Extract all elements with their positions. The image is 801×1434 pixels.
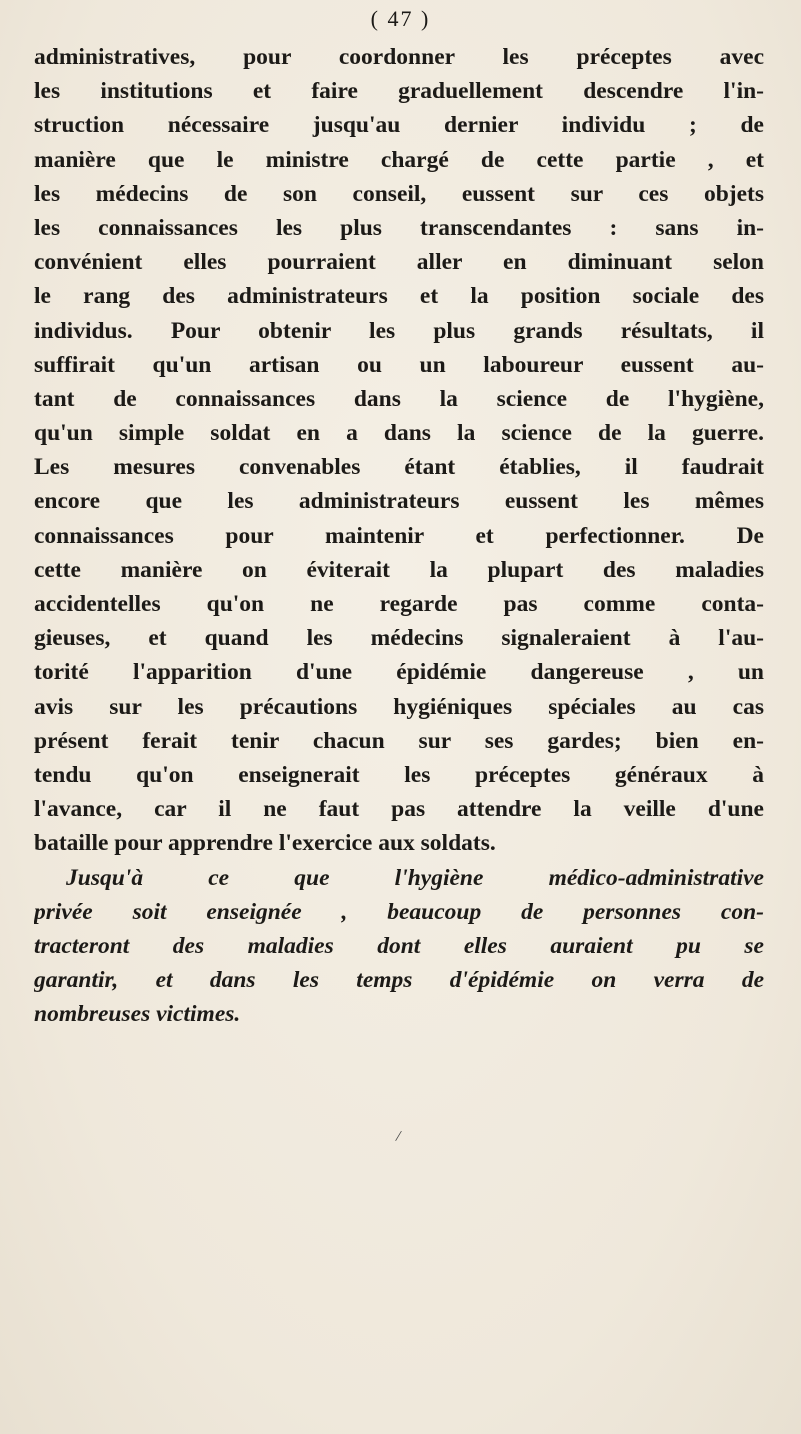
text-line: avis sur les précautions hygiéniques spéciales au cas [34,693,764,720]
italic-line: garantir, et dans les temps d'épidémie on verra de [34,967,764,994]
text-line: individus. Pour obtenir les plus grands résultats, il [34,317,764,344]
text-line: l'avance, car il ne faut pas attendre la veille d'une [34,796,764,823]
text-line: torité l'apparition d'une épidémie dangereuse , un [34,659,764,686]
text-line: le rang des administrateurs et la position sociale des [34,283,764,310]
text-line: convénient elles pourraient aller en diminuant selon [34,249,764,276]
italic-line: tracteront des maladies dont elles auraient pu se [34,932,764,959]
text-line: les connaissances les plus transcendantes : sans in- [34,214,764,241]
text-line: accidentelles qu'on ne regarde pas comme conta- [34,591,764,617]
text-line: présent ferait tenir chacun sur ses gardes; bien en- [34,727,764,754]
page-number: ( 47 ) [370,6,431,31]
italic-line: Jusqu'à ce que l'hygiène médico-administrative [66,864,764,891]
text-line: tendu qu'on enseignerait les préceptes généraux à [34,761,764,788]
text-line: suffirait qu'un artisan ou un laboureur eussent au- [34,351,764,378]
text-line: qu'un simple soldat en a dans la science de la guerre. [34,420,764,447]
text-line: encore que les administrateurs eussent les mêmes [34,488,764,515]
text-line: manière que le ministre chargé de cette partie , et [34,146,764,173]
italic-line: nombreuses victimes. [34,1001,241,1028]
text-line: les institutions et faire graduellement descendre l'in- [34,78,764,105]
body-text [34,40,764,1031]
text-line: struction nécessaire jusqu'au dernier individu ; de [34,112,764,139]
stray-mark: / [394,1127,403,1146]
text-line: tant de connaissances dans la science de l'hygiène, [34,385,764,412]
text-line: connaissances pour maintenir et perfectionner. De [34,522,764,549]
text-line: bataille pour apprendre l'exercice aux soldats. [34,830,496,857]
italic-line: privée soit enseignée , beaucoup de personnes con- [34,898,764,925]
text-line: administratives, pour coordonner les préceptes avec [34,44,764,70]
text-line: cette manière on éviterait la plupart des maladies [34,556,764,583]
text-line: Les mesures convenables étant établies, il faudrait [34,454,764,481]
text-line: les médecins de son conseil, eussent sur ces objets [34,180,764,207]
text-line: gieuses, et quand les médecins signaleraient à l'au- [34,625,764,652]
